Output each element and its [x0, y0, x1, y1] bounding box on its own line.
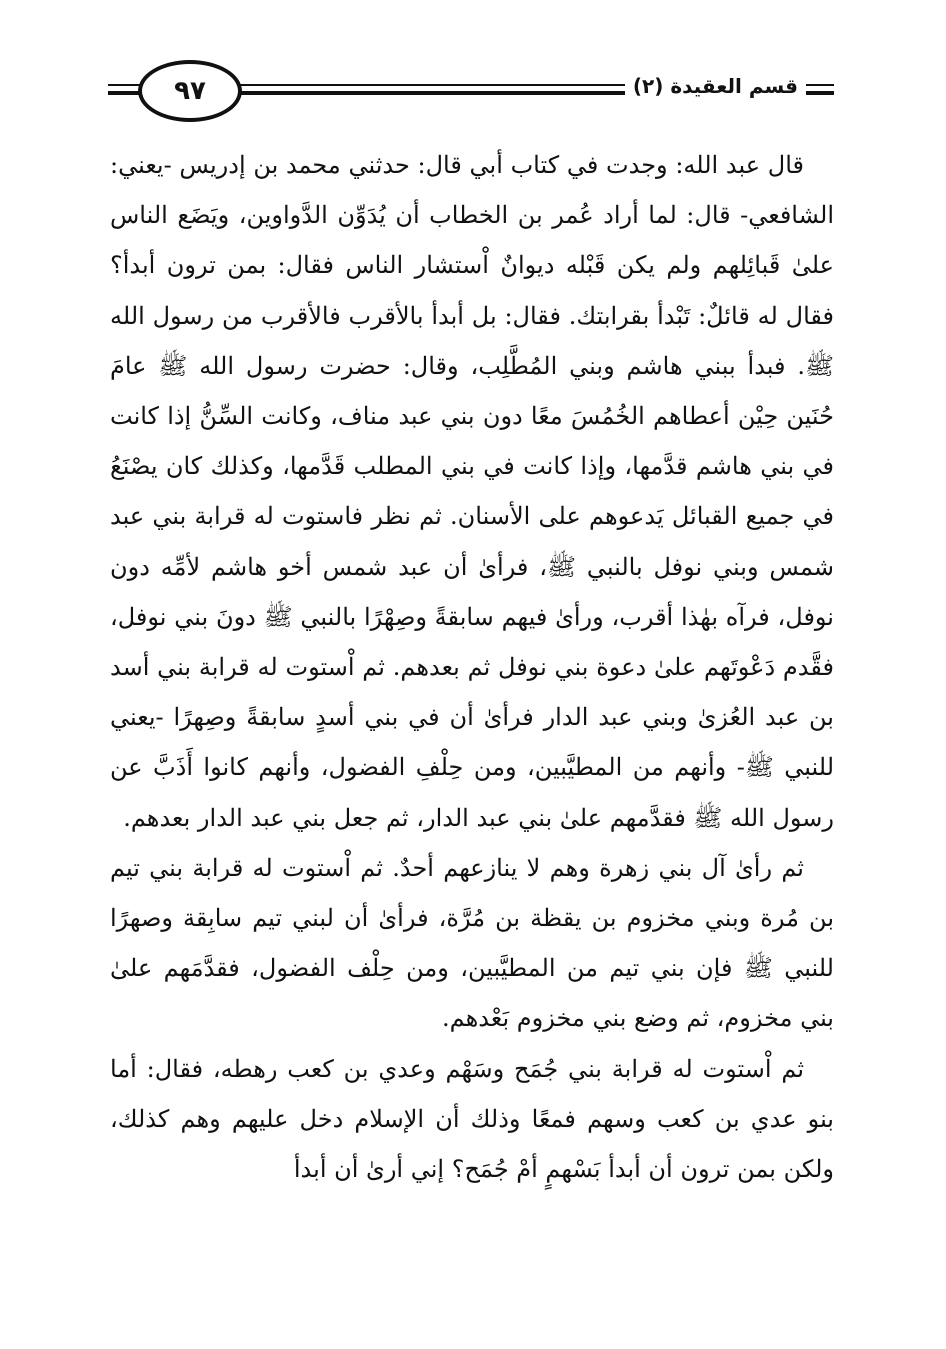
page-number: ٩٧ — [174, 76, 206, 106]
paragraph-2: ثم رأىٰ آل بني زهرة وهم لا ينازعهم أحدٌ. ثم اْستوت له قرابة بني تيم بن مُرة وبني مخزوم بن يقظة بن مُرَّة، فرأىٰ أن لبني تيم سابِقة وصهرًا للنبي ﷺ فإن بني تيم من المطيَّبين، ومن حِلْف الفضول، فقدَّمَهم علىٰ بني مخزوم، ثم وضع بني مخزوم بَعْدهم. — [110, 853, 835, 1033]
page-header — [108, 60, 834, 124]
page-number-oval — [138, 60, 242, 122]
section-title: قسم العقيدة (٢) — [625, 74, 806, 98]
paragraph-1: قال عبد الله: وجدت في كتاب أبي قال: حدثني محمد بن إدريس -يعني: الشافعي- قال: لما أراد عُمر بن الخطاب أن يُدَوِّن الدَّواوين، ويَضَع الناس علىٰ قَبائِلهم ولم يكن قَبْله ديوانٌ اْستشار الناس فقال: بمن ترون أبدأ؟ فقال له قائلٌ: تَبْدأ بقرابتك. فقال: بل أبدأ بالأقرب فالأقرب من رسول الله ﷺ. فبدأ ببني هاشم وبني المُطَّلِب، وقال: حضرت رسول الله ﷺ عامَ حُنَين حِيْن أعطاهم الخُمُسَ معًا دون بني عبد مناف، وكانت السِّنُّ إذا كانت في بني هاشم قدَّمها، وإذا كانت في بني المطلب قَدَّمها، وكذلك كان يصْنَعُ في جميع القبائل يَدعوهم على الأسنان. ثم نظر فاستوت له قرابة بني عبد شمس وبني نوفل بالنبي ﷺ، فرأىٰ أن عبد شمس أخو هاشم لأمِّه دون نوفل، فرآه بهٰذا أقرب، ورأىٰ فيهم سابقةً وصِهْرًا بالنبي ﷺ دونَ بني نوفل، فقَّدم دَعْوتَهم علىٰ دعوة بني نوفل ثم بعدهم. ثم اْستوت له قرابة بني أسد بن عبد العُزىٰ وبني عبد الدار فرأىٰ أن في بني أسدٍ سابقةً وصِهرًا -يعني للنبي ﷺ- وأنهم من المطيَّبين، ومن حِلْفِ الفضول، وأنهم كانوا أَذَبَّ عن رسول الله ﷺ فقدَّمهم علىٰ بني عبد الدار، ثم جعل بني عبد الدار بعدهم. — [110, 151, 835, 832]
paragraph-3: ثم اْستوت له قرابة بني جُمَح وسَهْم وعدي بن كعب رهطه، فقال: أما بنو عدي بن كعب وسهم فمعًا وذلك أن الإسلام دخل عليهم وهم كذلك، ولكن بمن ترون أن أبدأ بَسْهمٍ أمْ جُمَح؟ إني أرىٰ أن أبدأ — [110, 1054, 834, 1184]
page-body — [110, 140, 834, 1194]
